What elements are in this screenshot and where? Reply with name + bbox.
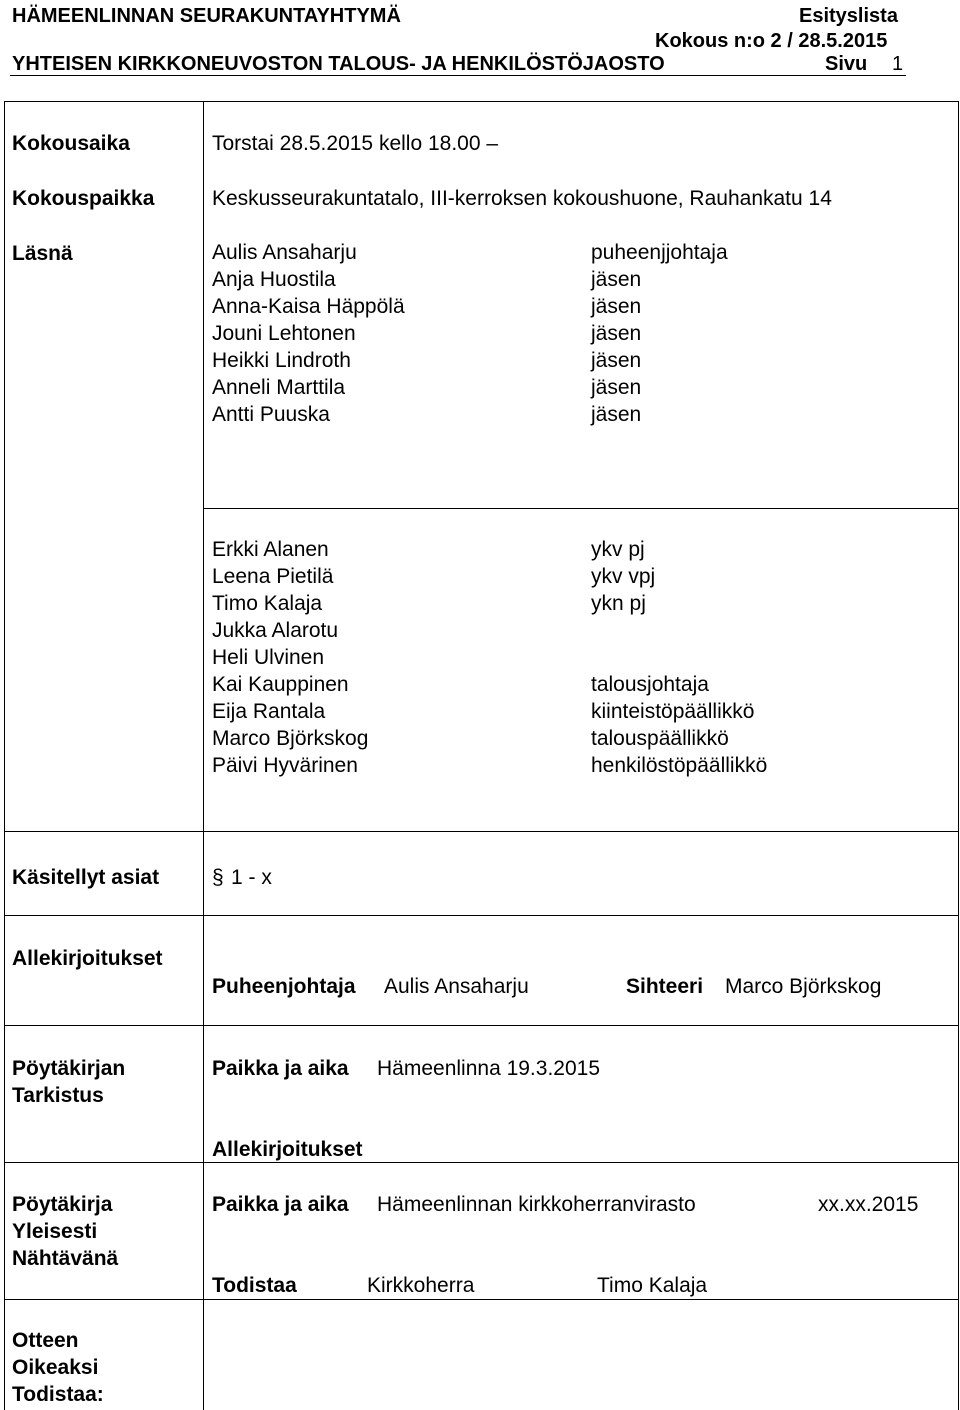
attendee-name: Eija Rantala bbox=[212, 700, 326, 723]
review-place-time-value: Hämeenlinna 19.3.2015 bbox=[377, 1057, 601, 1080]
section-divider-public bbox=[4, 1162, 959, 1163]
member-role: jäsen bbox=[591, 322, 642, 345]
member-name: Jouni Lehtonen bbox=[212, 322, 356, 345]
member-role: jäsen bbox=[591, 403, 642, 426]
meeting-place-value: Keskusseurakuntatalo, III-kerroksen kokoushuone, Rauhankatu 14 bbox=[212, 187, 832, 210]
attendee-name: Marco Björkskog bbox=[212, 727, 369, 750]
member-role: jäsen bbox=[591, 268, 642, 291]
attendee-role: henkilöstöpäällikkö bbox=[591, 754, 768, 777]
header-doc-type: Esityslista bbox=[799, 5, 898, 27]
extract-label-line3: Todistaa: bbox=[12, 1383, 104, 1406]
meeting-time-value: Torstai 28.5.2015 kello 18.00 – bbox=[212, 132, 499, 155]
meeting-time-label: Kokousaika bbox=[12, 132, 130, 155]
meeting-place-label: Kokouspaikka bbox=[12, 187, 155, 210]
member-name: Anna-Kaisa Häppölä bbox=[212, 295, 405, 318]
attendee-name: Timo Kalaja bbox=[212, 592, 323, 615]
member-role: puheenjjohtaja bbox=[591, 241, 728, 264]
items-value: 1 - x bbox=[231, 866, 272, 889]
attendee-role: talousjohtaja bbox=[591, 673, 709, 696]
member-name: Anneli Marttila bbox=[212, 376, 346, 399]
header-org: HÄMEENLINNAN SEURAKUNTAYHTYMÄ bbox=[12, 5, 401, 27]
header-meeting-no: Kokous n:o 2 / 28.5.2015 bbox=[655, 30, 888, 52]
header-underline bbox=[10, 75, 906, 76]
present-label: Läsnä bbox=[12, 242, 73, 265]
review-label-line1: Pöytäkirjan bbox=[12, 1057, 126, 1080]
public-place-time-label: Paikka ja aika bbox=[212, 1193, 349, 1216]
frame-left-border bbox=[4, 101, 5, 1410]
review-label-line2: Tarkistus bbox=[12, 1084, 104, 1107]
member-role: jäsen bbox=[591, 349, 642, 372]
header-committee: YHTEISEN KIRKKONEUVOSTON TALOUS- JA HENKILÖSTÖJAOSTO bbox=[12, 53, 665, 75]
chair-label: Puheenjohtaja bbox=[212, 975, 356, 998]
attendee-name: Heli Ulvinen bbox=[212, 646, 325, 669]
header-page-number: 1 bbox=[892, 53, 904, 75]
section-divider-review bbox=[4, 1025, 959, 1026]
public-label-line1: Pöytäkirja bbox=[12, 1193, 113, 1216]
attendee-name: Jukka Alarotu bbox=[212, 619, 339, 642]
attendee-role: ykv vpj bbox=[591, 565, 656, 588]
extract-label-line1: Otteen bbox=[12, 1329, 79, 1352]
public-place-time-value: Hämeenlinnan kirkkoherranvirasto bbox=[377, 1193, 696, 1216]
attendee-role: ykn pj bbox=[591, 592, 646, 615]
attendee-name: Leena Pietilä bbox=[212, 565, 334, 588]
secretary-name: Marco Björkskog bbox=[725, 975, 882, 998]
public-date: xx.xx.2015 bbox=[818, 1193, 919, 1216]
header-page-label: Sivu bbox=[825, 53, 868, 75]
member-role: jäsen bbox=[591, 295, 642, 318]
attendee-role: kiinteistöpäällikkö bbox=[591, 700, 755, 723]
section-sign: § bbox=[212, 866, 224, 889]
attendee-name: Erkki Alanen bbox=[212, 538, 329, 561]
attendee-role bbox=[591, 644, 767, 671]
public-label-line3: Nähtävänä bbox=[12, 1247, 119, 1270]
section-divider-signatures bbox=[4, 915, 959, 916]
items-label: Käsitellyt asiat bbox=[12, 866, 160, 889]
other-names-list bbox=[212, 536, 368, 779]
member-name: Heikki Lindroth bbox=[212, 349, 351, 372]
section-divider-extract bbox=[4, 1299, 959, 1300]
attendee-name: Päivi Hyvärinen bbox=[212, 754, 358, 777]
attendee-role bbox=[591, 617, 767, 644]
chair-name: Aulis Ansaharju bbox=[384, 975, 529, 998]
member-names-list bbox=[212, 239, 405, 428]
review-signatures-label: Allekirjoitukset bbox=[212, 1138, 363, 1161]
attendee-role: ykv pj bbox=[591, 538, 645, 561]
secretary-label: Sihteeri bbox=[626, 975, 704, 998]
member-name: Anja Huostila bbox=[212, 268, 336, 291]
other-roles-list bbox=[591, 536, 767, 779]
extract-label-line2: Oikeaksi bbox=[12, 1356, 99, 1379]
section-divider-items bbox=[4, 831, 959, 832]
member-name: Antti Puuska bbox=[212, 403, 330, 426]
present-divider bbox=[203, 508, 959, 509]
frame-column-divider bbox=[203, 101, 204, 1410]
certify-name: Timo Kalaja bbox=[597, 1274, 708, 1297]
frame-right-border bbox=[958, 101, 959, 1410]
signatures-label: Allekirjoitukset bbox=[12, 947, 163, 970]
review-place-time-label: Paikka ja aika bbox=[212, 1057, 349, 1080]
member-role: jäsen bbox=[591, 376, 642, 399]
member-name: Aulis Ansaharju bbox=[212, 241, 357, 264]
attendee-role: talouspäällikkö bbox=[591, 727, 729, 750]
frame-top-border bbox=[4, 101, 959, 102]
public-label-line2: Yleisesti bbox=[12, 1220, 98, 1243]
certify-title: Kirkkoherra bbox=[367, 1274, 475, 1297]
certify-label: Todistaa bbox=[212, 1274, 297, 1297]
attendee-name: Kai Kauppinen bbox=[212, 673, 349, 696]
member-roles-list bbox=[591, 239, 728, 428]
